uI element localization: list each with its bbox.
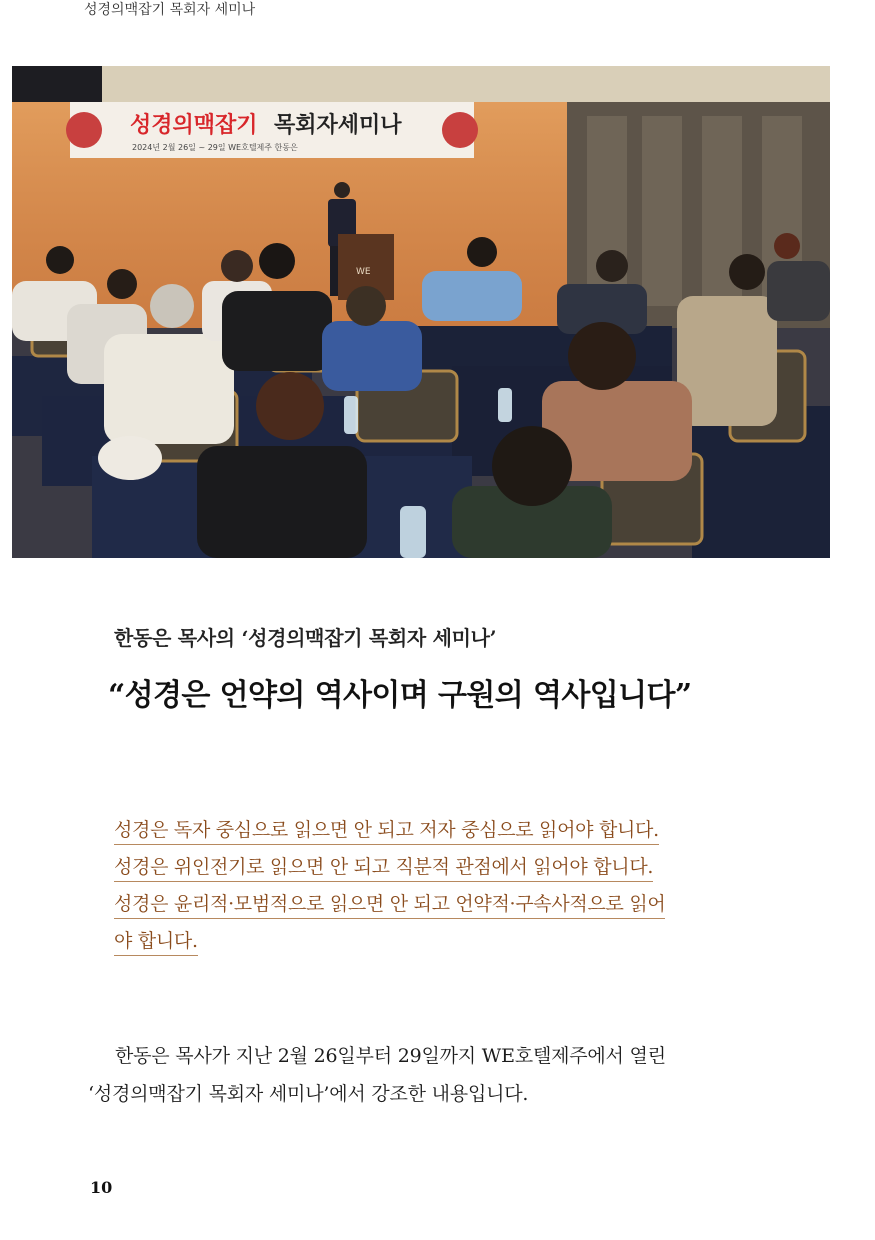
banner-title-dark: 목회자세미나	[274, 113, 402, 138]
quote-line: 성경은 위인전기로 읽으면 안 되고 직분적 관점에서 읽어야 합니다.	[114, 849, 665, 886]
article-subtitle: 한동은 목사의 ‘성경의맥잡기 목회자 세미나’	[114, 626, 497, 650]
seminar-banner	[66, 102, 478, 158]
article-title: “성경은 언약의 역사이며 구원의 역사입니다”	[108, 678, 692, 713]
body-line: 한동은 목사가 지난 2월 26일부터 29일까지 WE호텔제주에서 열린	[115, 1045, 666, 1067]
body-line: ‘성경의맥잡기 목회자 세미나’에서 강조한 내용입니다.	[88, 1083, 529, 1105]
quote-line: 성경은 윤리적·모범적으로 읽으면 안 되고 언약적·구속사적으로 읽어	[114, 886, 665, 923]
body-paragraph	[88, 1037, 728, 1113]
quote-line: 성경은 독자 중심으로 읽으면 안 되고 저자 중심으로 읽어야 합니다.	[114, 812, 665, 849]
banner-title-red: 성경의맥잡기	[130, 113, 258, 138]
banner-subtext: 2024년 2월 26일 ~ 29일 WE호텔제주 한동은	[132, 143, 298, 152]
running-head: 성경의맥잡기 목회자 세미나	[84, 2, 256, 18]
seminar-photo	[12, 66, 830, 558]
page-number: 10	[90, 1178, 113, 1197]
podium-label: WE	[356, 267, 371, 277]
pull-quote	[114, 812, 665, 960]
quote-line: 야 합니다.	[114, 923, 665, 960]
